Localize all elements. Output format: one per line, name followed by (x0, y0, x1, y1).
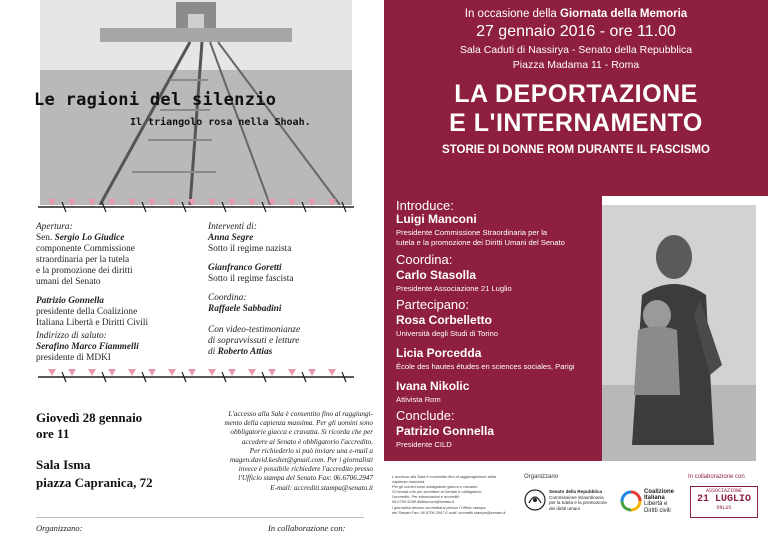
coordina-label: Coordina: (208, 293, 247, 303)
headline-line-2: E L'INTERNAMENTO (449, 109, 703, 137)
stasolla-name: Carlo Stasolla (396, 268, 477, 282)
manconi-aff-1: Presidente Commissione Straordinaria per la (396, 228, 548, 237)
event-date-right: 27 gennaio 2016 - ore 11.00 (476, 23, 676, 40)
barbed-wire-divider (38, 196, 354, 218)
stamp-line-1: ASSOCIAZIONE (705, 488, 742, 494)
collaborazione-label: In collaborazione con: (268, 523, 346, 533)
porcedda-name: Licia Porcedda (396, 346, 482, 360)
conclude-label: Conclude: (396, 408, 455, 423)
headline-line-1: LA DEPORTAZIONE (454, 80, 698, 108)
access-notice-line: mento della capienza massima. Per gli uomini sono (224, 419, 373, 428)
fine-print (392, 474, 542, 515)
stasolla-aff: Presidente Associazione 21 Luglio (396, 284, 512, 293)
access-notice (198, 410, 373, 493)
apertura-line-5: umani del Senato (36, 277, 101, 287)
apertura-name: Sergio Lo Giudice (54, 233, 125, 243)
associazione-21-luglio-stamp (690, 486, 758, 518)
headline (384, 80, 768, 138)
saluto-name: Serafino Marco Fiammelli (36, 342, 139, 352)
fine-print-line: l'accredito. Per informazioni e accrediti: (392, 494, 460, 500)
cild-line-3: Libertà e (644, 501, 668, 508)
cild-line-2: Italiana (644, 495, 665, 502)
segre-name: Anna Segre (208, 233, 254, 243)
fine-print-line: Per gli uomini sono obbligatorie giacca e cravatta. (392, 484, 478, 490)
access-notice-line: magen.david.keshet@gmail.com. Per i giornalisti (230, 456, 373, 465)
gonnella-line-1: presidente della Coalizione (36, 307, 138, 317)
apertura-label: Apertura: (36, 222, 73, 232)
right-flyer (384, 0, 768, 543)
access-notice-line: accedere al Senato è obbligatorio l'accredito. (241, 437, 373, 446)
goretti-text: Sotto il regime fascista (208, 274, 294, 284)
event-venue (36, 456, 153, 492)
gonnella-block (36, 296, 216, 329)
saluto-text: presidente di MDKI (36, 353, 111, 363)
senato-line-3: per la tutela e la promozione (549, 500, 607, 506)
apertura-block (36, 222, 216, 288)
venue-line-1: Sala Isma (36, 457, 91, 472)
access-notice-line: invece è possibile richiedere l'accredito presso (238, 465, 373, 474)
date-line-1: Giovedì 28 gennaio (36, 410, 143, 425)
nikolic-aff: Attivista Rom (396, 395, 441, 404)
cild-logo (644, 489, 674, 514)
apertura-line-3: straordinaria per la tutela (36, 255, 130, 265)
gonnella-line-2: Italiana Libertà e Diritti Civili (36, 318, 149, 328)
subheadline: STORIE DI DONNE ROM DURANTE IL FASCISMO (442, 144, 710, 156)
nikolic-name: Ivana Nikolic (396, 379, 470, 393)
event-subtitle: Il triangolo rosa nella Shoah. (130, 117, 311, 128)
senato-line-1: Senato della Repubblica (549, 489, 603, 494)
gonnella-name-right: Patrizio Gonnella (396, 424, 495, 438)
access-notice-line: obbligatorie giacca e cravatta. Si ricorda che per (230, 428, 373, 437)
apertura-prefix: Sen. (36, 233, 55, 243)
saluto-block (36, 331, 216, 364)
access-notice-line: E-mail: accrediti.stampa@senato.it (270, 483, 373, 492)
organizzano-label-right: Organizzano (524, 474, 559, 480)
segre-text: Sotto il regime nazista (208, 244, 292, 254)
footer-divider (36, 517, 364, 518)
fine-print-line: capienza massima. (392, 479, 426, 485)
fine-print-line: Si ricorda che per accedere al Senato è obbligatorio (392, 489, 482, 495)
manconi-aff-2: tutela e la promozione dei Diritti Umani del Senato (396, 238, 565, 247)
apertura-line-4: e la promozione dei diritti (36, 266, 133, 276)
corbelletto-aff: Università degli Studi di Torino (396, 329, 499, 338)
occasion-bold: Giornata della Memoria (560, 8, 688, 20)
access-notice-line: L'accesso alla Sala è consentito fino al raggiungi- (228, 410, 373, 418)
access-notice-line: l'Ufficio stampa del Senato Fax: 06.6706.2947 (238, 474, 373, 483)
stamp-line-3: ONLUS (716, 505, 732, 511)
access-notice-line: Per richiederlo si può inviare una e-mail a (249, 446, 373, 455)
introduce-label: Introduce: (396, 198, 454, 213)
cild-logo-icon (620, 490, 642, 512)
organizzano-label: Organizzano: (36, 523, 83, 533)
event-title: Le ragioni del silenzio (34, 90, 277, 110)
cild-line-4: Diritti civili (644, 507, 671, 514)
apertura-line-2: componente Commissione (36, 244, 135, 254)
interventi-block (208, 222, 368, 358)
date-line-2: ore 11 (36, 426, 70, 441)
collaborazione-label-right: In collaborazione con (688, 474, 745, 480)
stamp-line-2: 21 LUGLIO (696, 494, 751, 505)
historic-portrait-photo (602, 205, 756, 461)
coordina-name: Raffaele Sabbadini (208, 304, 282, 314)
video-name: Roberto Attias (217, 347, 273, 357)
partecipano-label: Partecipano: (396, 297, 469, 312)
event-address: Piazza Madama 11 - Roma (512, 59, 640, 71)
venue-line-2: piazza Capranica, 72 (36, 475, 153, 490)
barbed-wire-divider-bottom (38, 366, 354, 388)
corbelletto-name: Rosa Corbelletto (396, 313, 493, 327)
event-date (36, 410, 142, 442)
cild-line-1: Coalizione (644, 489, 675, 495)
senato-line-2: Commissione straordinaria (549, 494, 604, 500)
gonnella-name: Patrizio Gonnella (36, 296, 104, 306)
interventi-label: Interventi di: (208, 222, 257, 232)
senato-line-4: dei diritti umani (549, 505, 580, 511)
fine-print-line: I giornalisti devono accreditarsi presso l'Ufficio stampa (392, 504, 486, 510)
occasion-prefix: In occasione della (464, 8, 561, 20)
fine-print-line: L'accesso alla Sala è consentito fino al raggiungimento della (392, 474, 496, 479)
manconi-name: Luigi Manconi (396, 212, 477, 226)
fine-print-line: del Senato Fax: 06.6706.2947 E-mail: accrediti.stampa@senato.it (392, 509, 506, 515)
coordina-label-right: Coordina: (396, 252, 453, 267)
porcedda-aff: École des hautes études en sciences sociales, Parigi (396, 362, 575, 371)
event-venue-right: Sala Caduti di Nassirya - Senato della Repubblica (459, 44, 693, 56)
senato-emblem-icon (524, 489, 546, 511)
video-line-1: Con video-testimonianze (208, 325, 301, 335)
video-line-2: di sopravvissuti e letture (208, 336, 300, 346)
fine-print-line: 06.6706.5298 dirittiumani@senato.it (392, 499, 455, 505)
saluto-label: Indirizzo di saluto: (36, 331, 107, 341)
gonnella-aff-right: Presidente CILD (396, 440, 452, 449)
occasion-line (384, 8, 768, 20)
goretti-name: Gianfranco Goretti (208, 263, 282, 273)
senato-commission-logo (549, 489, 607, 511)
video-line-3: di (208, 347, 218, 357)
